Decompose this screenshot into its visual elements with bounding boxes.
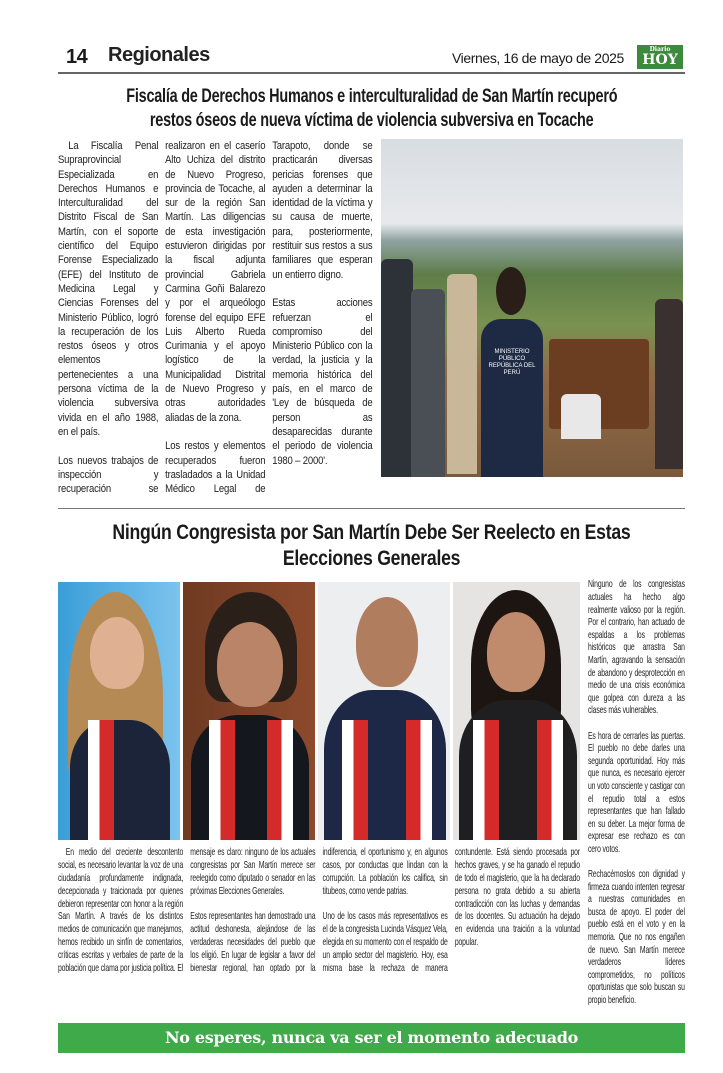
issue-date: Viernes, 16 de mayo de 2025 bbox=[452, 50, 624, 66]
page-number: 14 bbox=[66, 46, 88, 68]
portrait-congressman-3 bbox=[318, 582, 450, 840]
paragraph: Los nuevos trabajos de inspección y recuperación se realizaron en el caserío Alto Uchiza del distrito de Nuevo Progreso, provincia de Tocache, al sur de la región San Martín. Las diligencias de esta investigación estuvieron dirigidas por la fiscal adjunta provincial Gabriela Carmina Goñi Balarezo y por el arqueólogo forense del equipo EFE Luis Alberto Rueda Curimania y el apoyo logístico de la Municipalidad Distrital de Nuevo Progreso y otras autoridades aliadas de la zona. bbox=[58, 140, 266, 496]
paragraph: Uno de los casos más representativos es el de la congresista Lucinda Vásquez Vela, elegida en su momento con el respaldo de un amplio sector del magisterio. Hoy, esa misma base la rechaza de manera contundente. Está siendo procesada por hechos graves, y se ha ganado el repudio de todo el magisterio, que la ha declarado persona no grata debido a su abierta contradicción con las luchas y demandas de los docentes. Su actuación ha dejado en evidencia una traición a la voluntad popular. bbox=[322, 846, 580, 974]
portrait-congresswoman-4 bbox=[453, 582, 580, 840]
section-title: Regionales bbox=[108, 44, 210, 66]
section-divider bbox=[58, 508, 685, 509]
portrait-row bbox=[58, 582, 580, 840]
paragraph: Ninguno de los congresistas actuales ha hecho algo realmente valioso por la región. Por el contrario, han actuado de espaldas a los problemas históricos que arrastra San Martín, agravando la sensación de abandono y desprotección en medio de una crisis económica que golpea con dureza a las clases más vulnerables. bbox=[588, 578, 685, 717]
slogan-banner: No esperes, nunca va ser el momento adecuado bbox=[58, 1023, 685, 1053]
article1-body bbox=[58, 139, 685, 496]
paragraph: Rechacémoslos con dignidad y firmeza cuando intenten regresar a nuestras comunidades en busca de apoyo. El poder del pueblo está en el voto y en la memoria. Que no nos engañen de nuevo. San Martín merece verdaderos líderes comprometidos, no políticos oportunistas que solo buscan su propio beneficio. bbox=[588, 868, 685, 1007]
headline-line: Fiscalía de Derechos Humanos e interculturalidad de San Martín recuperó bbox=[125, 85, 618, 107]
headline-line: restos óseos de nueva víctima de violencia subversiva en Tocache bbox=[149, 109, 594, 131]
logo-small-text: Diario bbox=[649, 46, 671, 53]
portrait-congresswoman-2 bbox=[183, 582, 315, 840]
paragraph: En medio del creciente descontento social, es necesario levantar la voz de una ciudadanía profundamente indignada, decepcionada y traicionada por quienes debieron representar con honor a la región San Martín. A través de los distintos medios de comunicación que manejamos, hemos recibido un sinfín de comentarios, críticas escritas y verbales de parte de la población que clama por justicia política. El mensaje es claro: ninguno de los actuales congresistas por San Martín merece ser reelegido como diputado o senador en las próximas Elecciones Generales. bbox=[58, 846, 316, 974]
paragraph: Estos representantes han demostrado una actitud deshonesta, alejándose de las verdaderas necesidades del pueblo que los eligió. En lugar de legislar a favor del bienestar regional, han optado por la indiferencia, el oportunismo y, en algunos casos, por conductas que lindan con la corrupción. La población los califica, sin titubeos, como vende patrias. bbox=[190, 846, 448, 974]
article2-side-column bbox=[588, 578, 685, 1019]
paragraph: Estas acciones refuerzan el compromiso del Ministerio Público con la verdad, la justicia y la memoria histórica del país, en el marco de 'Ley de búsqueda de person as desaparecidas durante el periodo de violencia 1980 – 2000'. bbox=[272, 297, 373, 467]
article1-headline bbox=[58, 84, 685, 132]
article2-body bbox=[58, 578, 685, 1019]
paragraph: Es hora de cerrarles las puertas. El pueblo no debe darles una segunda oportunidad. Hoy más que nunca, es necesario ejercer un voto consciente y castigar con el repudio total a estos representantes que han fallado en su deber. La mejor forma de expresar ese rechazo es con cero votos. bbox=[588, 729, 685, 855]
headline-line: Ningún Congresista por San Martín Debe Ser Reelecto en Estas bbox=[112, 521, 631, 545]
article2-headline bbox=[58, 520, 685, 572]
paragraph: Los restos y elementos recuperados fueron trasladados a la Unidad Médico Legal de Tarapoto, donde se practicarán diversas pericias forenses que ayuden a determinar la identidad de la víctima y su causa de muerte, para, posteriormente, restituir sus restos a sus familiares que esperan un entierro digno. bbox=[165, 140, 373, 496]
vest-text: MINISTERIO PÚBLICO REPÚBLICA DEL PERÚ bbox=[481, 319, 543, 477]
article1-photo-excavation bbox=[381, 139, 683, 477]
headline-line: Elecciones Generales bbox=[282, 547, 461, 571]
paragraph: La Fiscalía Penal Supraprovincial Especializada en Derechos Humanos e Interculturalidad del Distrito Fiscal de San Martín, con el soporte científico del Equipo Forense Especializado (EFE) del Instituto de Medicina Legal y Ciencias Forenses del Ministerio Público, logró la recuperación de los restos óseos y otros elementos pertenecientes a una persona víctima de la violencia subversiva vivida en el año 1988, en el país. bbox=[58, 140, 159, 438]
portrait-congresswoman-1 bbox=[58, 582, 180, 840]
article2-bottom-columns bbox=[58, 846, 580, 974]
page-content bbox=[58, 0, 685, 1073]
logo-big-text: HOY bbox=[642, 52, 678, 68]
article1-text bbox=[58, 139, 373, 496]
